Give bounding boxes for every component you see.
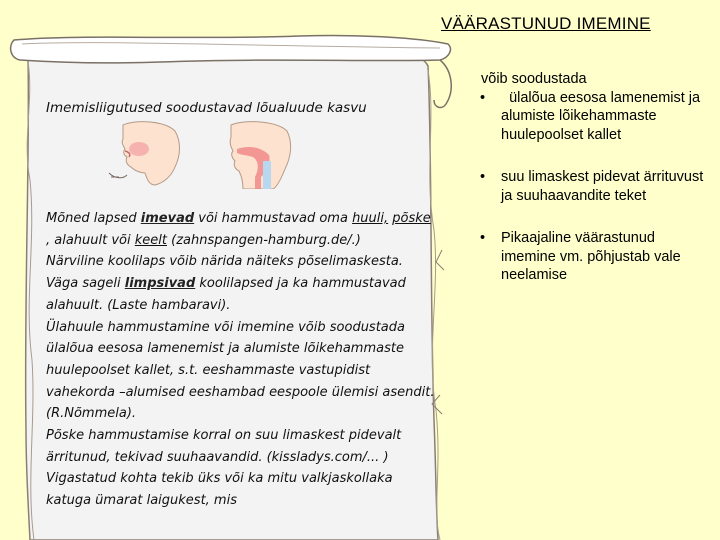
- emphasis-word: limpsivad: [124, 276, 196, 292]
- throat-profile-illustration: [230, 122, 290, 189]
- slide-title: VÄÄRASTUNUD IMEMINE: [441, 14, 651, 33]
- paragraph-nervous-child: [46, 251, 436, 316]
- list-item: [479, 168, 709, 205]
- paragraph-upper-lip: Ülahuule hammustamine või imemine võib soodustada ülalõua eesosa lamenemist ja alumiste lõikehammaste huulepoolset kallet, s.t. eeshammaste vastupidist vahekorda –alumised eeshambad eespoole ülemisi asendit. (R.Nõmmela).: [46, 319, 435, 422]
- bullet-icon: •: [480, 230, 486, 246]
- bullet-icon: •: [480, 89, 486, 106]
- paragraph-lip-biting: [46, 208, 436, 251]
- list-item-text: Pikaajaline väärastunud imemine vm. põhjustab vale neelamise: [501, 230, 681, 283]
- text-segment: Mõned lapsed: [46, 211, 141, 226]
- bullet-icon: •: [480, 169, 486, 185]
- consequences-list: [479, 89, 709, 285]
- face-profile-illustration: [109, 122, 180, 185]
- text-segment: või hammustavad oma: [194, 211, 353, 226]
- text-segment: koolilapsed ja ka hammustavad alahuult. (Laste hambaravi).: [46, 276, 406, 313]
- list-item: [479, 229, 709, 285]
- illustration-caption: Imemisliigutused soodustavad lõualuude kasvu: [46, 100, 367, 116]
- consequences-intro: võib soodustada: [481, 71, 587, 87]
- emphasis-word: imevad: [140, 211, 195, 226]
- list-item-text: ülalõua eesosa lamenemist ja alumiste lõikehammaste huulepoolset kallet: [501, 89, 705, 143]
- face-illustrations: [105, 121, 295, 189]
- text-segment: , alahuult või: [46, 232, 135, 248]
- text-segment: (zahnspangen-hamburg.de/.): [167, 232, 361, 248]
- scroll-body-text: [46, 208, 436, 512]
- list-item-text: suu limaskest pidevat ärrituvust ja suuhaavandite teket: [501, 169, 704, 204]
- text-segment: Närviline koolilaps võib närida näiteks põselimaskesta. Väga sageli: [46, 254, 403, 292]
- consequences-panel: [479, 70, 709, 285]
- underlined-word: keelt: [134, 232, 167, 248]
- underlined-word: huuli,: [352, 211, 389, 226]
- list-item: [479, 89, 709, 145]
- underlined-word: põske: [392, 211, 431, 226]
- paragraph-cheek-biting: Põske hammustamise korral on suu limaskest pidevalt ärritunud, tekivad suuhaavandid. (kissladys.com/... ) Vigastatud kohta tekib üks või ka mitu valkjaskollaka katuga ümarat laigukest, mis: [46, 428, 402, 509]
